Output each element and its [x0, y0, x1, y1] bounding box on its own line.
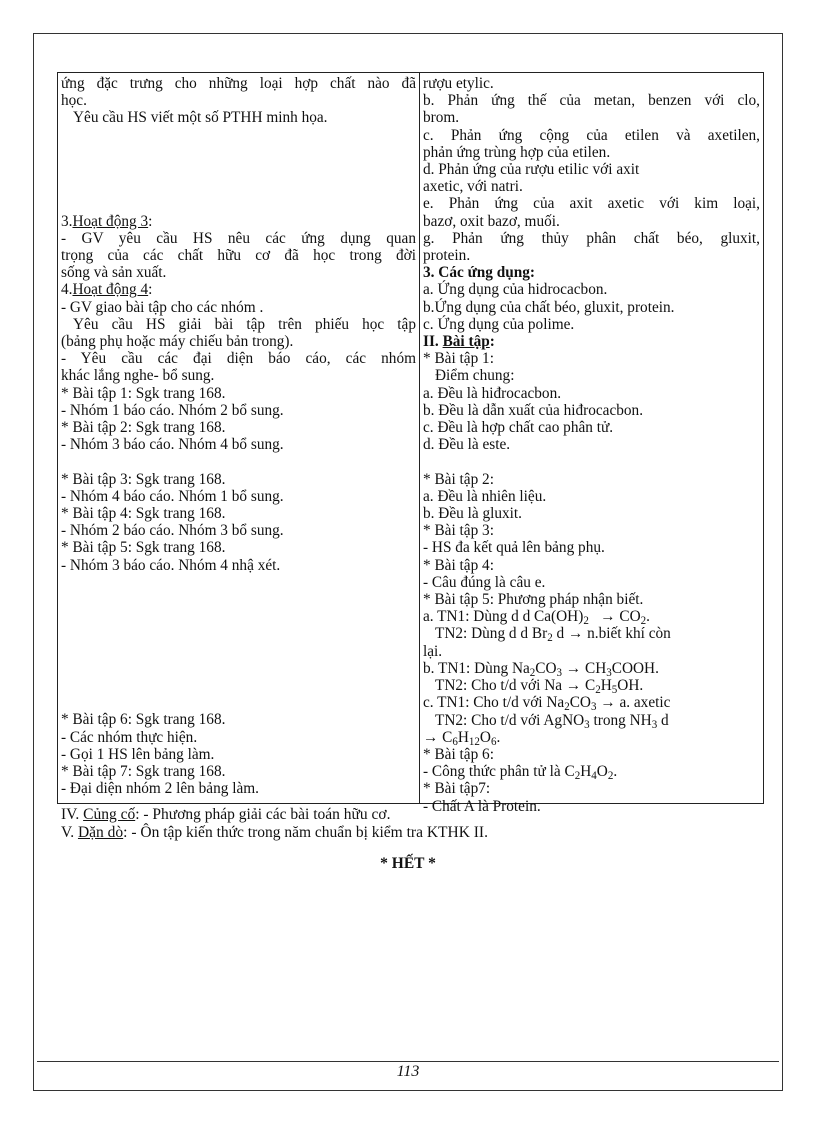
exercises-heading: II. Bài tập: [423, 333, 495, 351]
text-line: trọng của các chất hữu cơ đã học trong đời [61, 246, 416, 264]
text-line: - GV giao bài tập cho các nhóm . [61, 298, 264, 316]
text-line: - Chất A là Protein. [423, 797, 541, 815]
formula-line: c. TN1: Cho t/d với $Na_2CO_3 \to a$. axetic [423, 694, 671, 714]
text-line: - Nhóm 1 báo cáo. Nhóm 2 bổ sung. [61, 401, 284, 419]
text-line: b. Đều là gluxit. [423, 505, 522, 523]
content-column [420, 73, 763, 815]
text-line: lại. [423, 642, 443, 660]
text-line: * Bài tập 3: [423, 522, 494, 540]
formula-line: → $C_6H_{12}O_6$. [423, 728, 501, 748]
lesson-footer [61, 806, 488, 842]
text-line: - Yêu cầu các đại diện báo cáo, các nhóm [61, 350, 416, 368]
formula-line: b. TN1: Dùng $Na_2CO_3$ → $CH_3COOH$. [423, 659, 659, 679]
formula-line: - Công thức phân tử là $C_2H_4O_2$. [423, 763, 618, 782]
text-line: * Bài tập 2: Sgk trang 168. [61, 418, 226, 436]
text-line: - Các nhóm thực hiện. [61, 728, 198, 746]
formula-line: TN2: Dùng d d $Br_2$ d → n.biết khí còn [435, 625, 671, 645]
text-line: phản ứng trùng hợp của etilen. [423, 143, 611, 161]
text-line: d. Đều là este. [423, 436, 511, 454]
text-line: * Bài tập 4: Sgk trang 168. [61, 504, 226, 522]
formula-line: TN2: Cho t/d với $Na \to C_2H_5OH$. [435, 677, 644, 696]
text-line: sống và sản xuất. [61, 264, 167, 282]
text-line: - HS đa kết quả lên bảng phụ. [423, 539, 605, 557]
text-line: * Bài tập 2: [423, 470, 494, 488]
text-line: d. Phản ứng của rượu etilic với axit [423, 161, 640, 179]
text-line: * Bài tập 3: Sgk trang 168. [61, 470, 226, 488]
consolidation-line: IV. Củng cố: - Phương pháp giải các bài toán hữu cơ. [61, 806, 391, 823]
text-line: - Nhóm 3 báo cáo. Nhóm 4 bổ sung. [61, 436, 284, 454]
formula-line: TN2: Cho t/d với AgNO$_3$ trong $NH_3$ d [435, 711, 669, 731]
text-line: rượu etylic. [423, 75, 494, 92]
text-line: b. Đều là dẫn xuất của hiđrocacbon. [423, 401, 644, 419]
footer-rule [37, 1061, 779, 1062]
text-line: * Bài tập 1: Sgk trang 168. [61, 384, 226, 402]
text-line: - Nhóm 3 báo cáo. Nhóm 4 nhậ xét. [61, 556, 281, 574]
text-line: * Bài tập 6: [423, 745, 494, 763]
text-line: ứng đặc trưng cho những loại hợp chất nào đã [61, 75, 416, 92]
text-line: học. [61, 92, 87, 110]
text-line: Yêu cầu HS viết một số PTHH minh họa. [73, 109, 328, 127]
text-line: - Đại diện nhóm 2 lên bảng làm. [61, 780, 259, 798]
page-number: 113 [396, 1063, 420, 1080]
text-line: protein. [423, 247, 471, 265]
text-line: - Nhóm 4 báo cáo. Nhóm 1 bổ sung. [61, 487, 284, 505]
text-line: e. Phản ứng của axit axetic với kim loại, [423, 195, 760, 213]
text-line: c. Ứng dụng của polime. [423, 315, 575, 333]
text-line: c. Phản ứng cộng của etilen và axetilen, [423, 126, 760, 144]
text-line: a. Đều là hiđrocacbon. [423, 384, 562, 402]
text-line: a. Ứng dụng của hidrocacbon. [423, 281, 608, 299]
section-heading: 3. Các ứng dụng: [423, 264, 536, 282]
formula-line: a. TN1: Dùng d d $Ca(OH)_2$ → $CO_2$. [423, 608, 650, 628]
text-line: brom. [423, 109, 460, 127]
text-line: g. Phản ứng thủy phân chất béo, gluxit, [423, 229, 760, 247]
text-line: - Nhóm 2 báo cáo. Nhóm 3 bổ sung. [61, 522, 284, 540]
text-line: c. Đều là hợp chất cao phân tử. [423, 419, 614, 437]
text-line: - GV yêu cầu HS nêu các ứng dụng quan [61, 229, 416, 247]
text-line: Yêu cầu HS giải bài tập trên phiếu học tập [73, 315, 416, 333]
text-line: b.Ứng dụng của chất béo, gluxit, protein. [423, 298, 675, 316]
text-line: bazơ, oxit bazơ, muối. [423, 212, 560, 230]
text-line: khác lắng nghe- bổ sung. [61, 367, 215, 385]
text-line: Điểm chung: [435, 367, 515, 385]
text-line: b. Phản ứng thế của metan, benzen với clo, [423, 92, 760, 110]
text-line: * Bài tập7: [423, 780, 491, 798]
teacher-activity-column [58, 73, 420, 803]
activity-3-heading: 3.Hoạt động 3: [61, 212, 153, 230]
end-marker: * HẾT * [380, 855, 436, 872]
activity-4-heading: 4.Hoạt động 4: [61, 281, 153, 299]
text-line: - Câu đúng là câu e. [423, 573, 546, 591]
text-line: * Bài tập 4: [423, 556, 494, 574]
text-line: (bảng phụ hoặc máy chiếu bản trong). [61, 332, 294, 350]
text-line: axetic, với natri. [423, 178, 523, 196]
text-line: a. Đều là nhiên liệu. [423, 487, 547, 505]
text-line: - Gọi 1 HS lên bảng làm. [61, 745, 215, 763]
text-line: * Bài tập 1: [423, 350, 494, 368]
text-line: * Bài tập 5: Sgk trang 168. [61, 539, 226, 557]
text-line: * Bài tập 5: Phương pháp nhận biết. [423, 591, 644, 609]
text-line: * Bài tập 7: Sgk trang 168. [61, 762, 226, 780]
homework-line: V. Dặn dò: - Ôn tập kiến thức trong năm chuẩn bị kiểm tra KTHK II. [61, 824, 488, 841]
text-line: * Bài tập 6: Sgk trang 168. [61, 711, 226, 729]
